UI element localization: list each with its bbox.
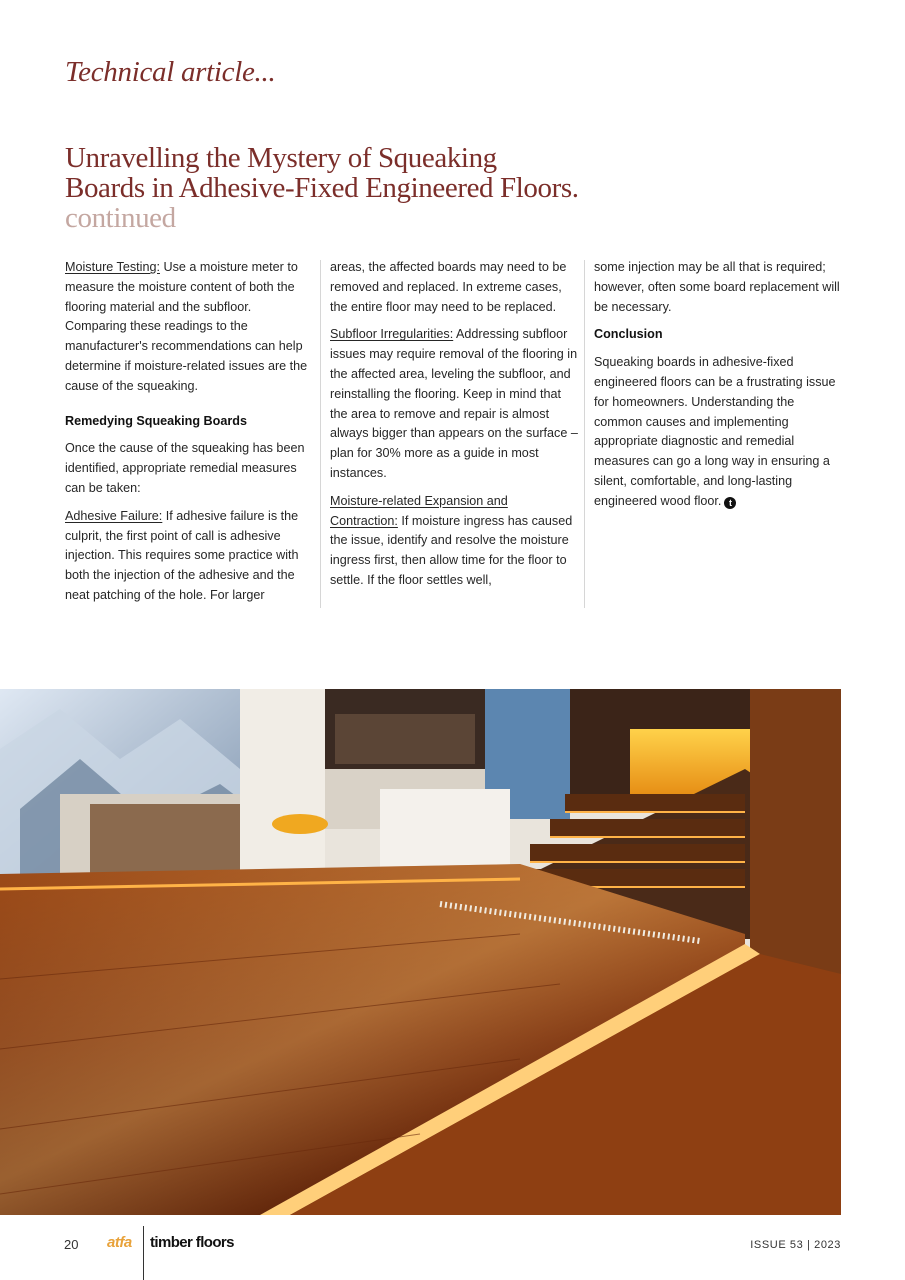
moisture-testing-paragraph (65, 258, 313, 397)
remedying-heading: Remedying Squeaking Boards (65, 413, 247, 428)
title-line-1: Unravelling the Mystery of Squeaking (65, 142, 497, 174)
article-column-3 (594, 258, 842, 520)
continued-label: continued (65, 202, 176, 234)
issue-label: ISSUE 53 | 2023 (750, 1239, 841, 1251)
remedying-intro: Once the cause of the squeaking has been identified, appropriate remedial measures can be taken: (65, 441, 305, 495)
moisture-expansion-label: Moisture-related Expansion and Contraction: (330, 493, 508, 528)
article-column-1 (65, 258, 313, 614)
moisture-expansion-text: If moisture ingress has caused the issue, identify and resolve the moisture ingress first, then allow time for the floor to settle. If the floor settles well, (330, 513, 573, 587)
subfloor-label: Subfloor Irregularities: (330, 327, 454, 342)
end-mark-icon: t (724, 497, 736, 509)
conclusion-heading: Conclusion (594, 327, 663, 342)
moisture-expansion-paragraph (330, 492, 578, 591)
subfloor-paragraph (330, 325, 578, 483)
adhesive-failure-paragraph (65, 507, 313, 606)
adhesive-failure-continued: areas, the affected boards may need to be removed and replaced. In extreme cases, the entire floor may need to be replaced. (330, 260, 567, 314)
page-title (65, 143, 685, 233)
subfloor-text: Addressing subfloor issues may require removal of the flooring in the affected area, leveling the subfloor, and reinstalling the flooring. Keep in mind that the area to remove and repair is almost always bigger than appears on the surface – plan for 30% more as a guide in most instances. (330, 327, 578, 480)
timber-floors-logo: timber floors (150, 1234, 234, 1251)
showroom-photo (0, 689, 841, 1215)
column-divider-2 (584, 260, 585, 608)
adhesive-failure-label: Adhesive Failure: (65, 508, 163, 523)
page-number: 20 (64, 1237, 79, 1252)
moisture-testing-text: Use a moisture meter to measure the moisture content of both the flooring material and the subfloor. Comparing these readings to the manufacturer's recommendations can help determine if moisture-related issues are the cause of the squeaking. (65, 260, 308, 393)
conclusion-paragraph (594, 353, 842, 511)
atfa-logo: atfa (107, 1234, 132, 1251)
adhesive-failure-text: If adhesive failure is the culprit, the first point of call is adhesive injection. This requires some practice with both the injection of the adhesive and the neat patching of the hole. For larger (65, 508, 299, 602)
logo-divider (143, 1226, 144, 1280)
section-label: Technical article... (65, 56, 276, 88)
column-divider-1 (320, 260, 321, 608)
article-column-2 (330, 258, 578, 599)
moisture-expansion-continued: some injection may be all that is required; however, often some board replacement will be necessary. (594, 260, 840, 314)
conclusion-text: Squeaking boards in adhesive-fixed engineered floors can be a frustrating issue for homeowners. Understanding the common causes and implementing appropriate diagnostic and remedial measures can go a long way in ensuring a silent, comfortable, and long-lasting engineered wood floor. (594, 355, 836, 508)
moisture-testing-label: Moisture Testing: (65, 260, 160, 274)
title-line-2: Boards in Adhesive-Fixed Engineered Floors. (65, 172, 579, 204)
